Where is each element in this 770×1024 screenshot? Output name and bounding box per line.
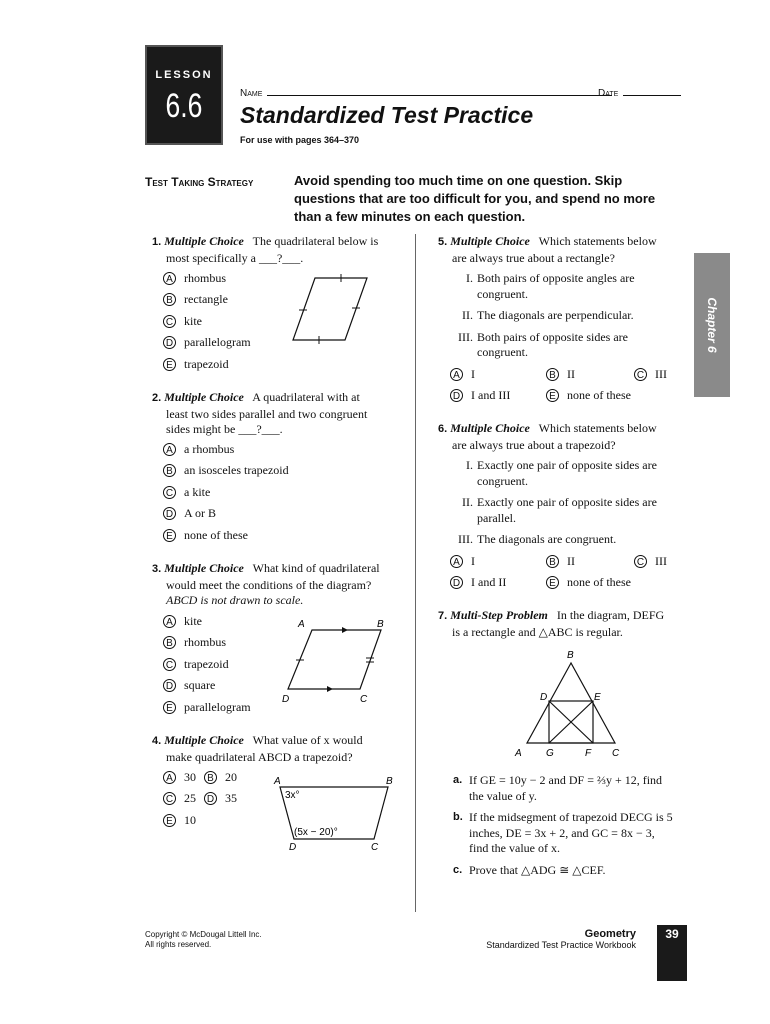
- bubble-c[interactable]: C: [634, 368, 647, 381]
- q2-option-c[interactable]: [163, 484, 289, 500]
- bubble-c[interactable]: C: [163, 658, 176, 671]
- option-text: none of these: [567, 575, 631, 589]
- question-6: [438, 421, 688, 453]
- bubble-b[interactable]: B: [546, 555, 559, 568]
- question-2: [152, 390, 402, 438]
- statement-number: III.: [458, 532, 473, 546]
- bubble-c[interactable]: C: [163, 792, 176, 805]
- bubble-b[interactable]: B: [546, 368, 559, 381]
- q2-option-a[interactable]: [163, 441, 289, 457]
- name-label: Name: [240, 88, 263, 99]
- q5-option-row-2: [450, 388, 667, 404]
- bubble-a[interactable]: A: [163, 615, 176, 628]
- q2-number: 2.: [152, 392, 162, 404]
- bubble-d[interactable]: D: [163, 679, 176, 692]
- question-7: [438, 608, 698, 640]
- question-5: [438, 234, 688, 266]
- q4-option-row-1: [163, 769, 237, 785]
- label-e: E: [594, 692, 601, 703]
- q2-type: Multiple Choice: [164, 390, 244, 404]
- q7-type: Multi-Step Problem: [450, 608, 548, 622]
- statement-number: I.: [466, 458, 473, 472]
- statement-line: The diagonals are congruent.: [477, 532, 617, 546]
- column-divider: [415, 234, 416, 912]
- q3-text-1: What kind of quadrilateral: [252, 561, 380, 575]
- option-text: rhombus: [184, 270, 226, 285]
- part-letter: a.: [453, 774, 463, 786]
- option-text: III: [655, 366, 667, 381]
- bubble-a[interactable]: A: [163, 771, 176, 784]
- q4-number: 4.: [152, 735, 162, 747]
- statement-line: Exactly one pair of opposite sides are: [477, 458, 657, 472]
- q6-text-2: are always true about a trapezoid?: [452, 437, 616, 452]
- option-text: 35: [225, 791, 237, 805]
- bubble-a[interactable]: A: [450, 555, 463, 568]
- bubble-e[interactable]: E: [163, 701, 176, 714]
- q6-type: Multiple Choice: [450, 421, 530, 435]
- option-text: I: [471, 553, 475, 568]
- q2-text-2: least two sides parallel and two congruent: [166, 406, 368, 421]
- q1-options: [163, 270, 251, 372]
- bubble-d[interactable]: D: [204, 792, 217, 805]
- q1-option-a[interactable]: [163, 270, 251, 286]
- q3-option-c[interactable]: [163, 656, 251, 672]
- bubble-b[interactable]: B: [163, 464, 176, 477]
- q7-text-2: is a rectangle and △ABC is regular.: [452, 624, 623, 639]
- label-c: C: [371, 842, 379, 853]
- bubble-c[interactable]: C: [163, 315, 176, 328]
- part-line: If the midsegment of trapezoid DECG is 5: [469, 810, 673, 824]
- option-text: 30: [184, 769, 196, 784]
- label-f: F: [585, 748, 592, 759]
- option-text: a rhombus: [184, 441, 235, 456]
- statement-line: Both pairs of opposite sides are: [477, 329, 628, 344]
- question-4: [152, 733, 402, 765]
- part-line: the value of y.: [469, 788, 537, 803]
- part-letter: c.: [453, 863, 463, 876]
- q1-option-d[interactable]: [163, 335, 251, 351]
- label-c: C: [612, 748, 620, 759]
- copyright: [145, 930, 262, 950]
- part-line: find the value of x.: [469, 841, 560, 855]
- statement: [457, 532, 687, 548]
- q4-option-row-3: [163, 812, 237, 828]
- q4-type: Multiple Choice: [164, 733, 244, 747]
- statement: [457, 308, 677, 324]
- q4-text-1: What value of x would: [252, 733, 363, 747]
- part-line: inches, DE = 3x + 2, and GC = 8x − 3,: [469, 825, 655, 840]
- name-field[interactable]: [240, 88, 612, 99]
- bubble-d[interactable]: D: [163, 336, 176, 349]
- bubble-c[interactable]: C: [634, 555, 647, 568]
- bubble-d[interactable]: D: [450, 576, 463, 589]
- bubble-e[interactable]: E: [546, 576, 559, 589]
- statement-line: congruent.: [477, 286, 528, 301]
- option-text: none of these: [567, 388, 631, 402]
- angle-top-label: 3x°: [285, 790, 300, 801]
- statement-number: III.: [458, 329, 473, 344]
- statement-line: The diagonals are perpendicular.: [477, 308, 634, 322]
- statement-line: Both pairs of opposite angles are: [477, 271, 635, 285]
- q4-option-row-2: [163, 791, 237, 807]
- label-g: G: [546, 748, 554, 759]
- option-text: kite: [184, 613, 202, 628]
- q1-option-e[interactable]: [163, 356, 251, 372]
- angle-bottom-label: (5x − 20)°: [294, 827, 338, 838]
- q4-text-2: make quadrilateral ABCD a trapezoid?: [166, 749, 353, 764]
- q2-option-b[interactable]: [163, 463, 289, 479]
- option-text: 25: [184, 791, 196, 805]
- page-title: Standardized Test Practice: [240, 102, 534, 128]
- bubble-b[interactable]: B: [163, 293, 176, 306]
- q7-parts: [453, 773, 698, 878]
- q3-quadrilateral-diagram: [278, 615, 393, 707]
- q1-number: 1.: [152, 236, 162, 248]
- q5-text-1: Which statements below: [538, 234, 657, 248]
- q6-options: [450, 553, 667, 591]
- page-subtitle: For use with pages 364–370: [240, 135, 360, 145]
- bubble-a[interactable]: A: [450, 368, 463, 381]
- statement: [457, 271, 677, 302]
- part-line: If GE = 10y − 2 and DF = ⅔y + 12, find: [469, 773, 663, 787]
- book-info: [440, 928, 636, 950]
- option-text: II: [567, 553, 575, 568]
- option-text: rectangle: [184, 292, 228, 306]
- q5-number: 5.: [438, 236, 448, 248]
- q6-option-row-1: [450, 553, 667, 569]
- option-text: square: [184, 678, 216, 692]
- bubble-e[interactable]: E: [163, 529, 176, 542]
- q3-options: [163, 613, 251, 715]
- lesson-badge: [145, 45, 223, 145]
- q5-options: [450, 366, 667, 404]
- q5-option-row-1: [450, 366, 667, 382]
- option-text: I: [471, 366, 475, 381]
- q7-part-a: [453, 773, 698, 804]
- q7-text-1: In the diagram, DEFG: [556, 608, 665, 622]
- lesson-word: LESSON: [155, 69, 213, 81]
- option-text: a kite: [184, 484, 211, 499]
- option-text: an isosceles trapezoid: [184, 463, 289, 477]
- q3-number: 3.: [152, 563, 162, 575]
- q7-triangle-rectangle-diagram: [505, 645, 640, 763]
- bubble-b[interactable]: B: [163, 636, 176, 649]
- q3-option-b[interactable]: [163, 635, 251, 651]
- part-letter: b.: [453, 811, 463, 823]
- workbook-title: Standardized Test Practice Workbook: [486, 940, 636, 950]
- q1-option-c[interactable]: [163, 313, 251, 329]
- q4-trapezoid-diagram: [270, 773, 400, 855]
- q1-parallelogram-diagram: [285, 270, 380, 350]
- q3-option-d[interactable]: [163, 678, 251, 694]
- q1-text-2: most specifically a ___?___.: [166, 250, 304, 265]
- question-1: [152, 234, 402, 266]
- q2-option-d[interactable]: [163, 506, 289, 522]
- q7-part-b: [453, 810, 698, 857]
- bubble-e[interactable]: E: [163, 814, 176, 827]
- option-text: 20: [225, 769, 237, 784]
- q1-type: Multiple Choice: [164, 234, 244, 248]
- bubble-d[interactable]: D: [163, 507, 176, 520]
- statement-line: parallel.: [477, 510, 516, 525]
- bubble-e[interactable]: E: [163, 358, 176, 371]
- q2-text-1: A quadrilateral with at: [252, 390, 360, 404]
- strategy-label: Test Taking Strategy: [145, 175, 254, 189]
- date-label: Date: [598, 88, 619, 99]
- q2-options: [163, 441, 289, 543]
- q5-type: Multiple Choice: [450, 234, 530, 248]
- question-3: [152, 561, 402, 609]
- bubble-a[interactable]: A: [163, 272, 176, 285]
- lesson-number: 6.6: [165, 87, 203, 125]
- q3-option-e[interactable]: [163, 699, 251, 715]
- q7-part-c: [453, 863, 698, 879]
- q2-option-e[interactable]: [163, 527, 289, 543]
- bubble-d[interactable]: D: [450, 389, 463, 402]
- option-text: I and III: [471, 388, 511, 402]
- q3-type: Multiple Choice: [164, 561, 244, 575]
- q5-statements: [457, 271, 677, 361]
- q7-number: 7.: [438, 610, 448, 622]
- option-text: trapezoid: [184, 356, 229, 371]
- option-text: trapezoid: [184, 656, 229, 671]
- bubble-b[interactable]: B: [204, 771, 217, 784]
- option-text: I and II: [471, 575, 507, 589]
- statement: [457, 330, 677, 361]
- label-b: B: [386, 776, 393, 787]
- page-number: 39: [657, 925, 687, 981]
- option-text: parallelogram: [184, 699, 251, 714]
- statement-number: I.: [466, 271, 473, 285]
- book-title: Geometry: [584, 928, 636, 940]
- q4-options: [163, 769, 237, 828]
- part-line: Prove that △ADG ≅ △CEF.: [469, 862, 606, 877]
- label-d: D: [282, 694, 290, 705]
- copyright-line-2: All rights reserved.: [145, 940, 212, 949]
- option-text: A or B: [184, 506, 217, 520]
- option-text: parallelogram: [184, 335, 251, 349]
- bubble-a[interactable]: A: [163, 443, 176, 456]
- label-b: B: [567, 650, 574, 661]
- label-d: D: [289, 842, 297, 853]
- q5-text-2: are always true about a rectangle?: [452, 250, 615, 265]
- label-a: A: [515, 748, 522, 759]
- date-field[interactable]: [598, 88, 681, 99]
- statement-number: II.: [462, 495, 473, 509]
- label-c: C: [360, 694, 368, 705]
- chapter-tab: [694, 253, 730, 397]
- label-a: A: [274, 776, 281, 787]
- label-b: B: [377, 619, 384, 630]
- q6-statements: [457, 458, 687, 548]
- chapter-tab-label: Chapter 6: [705, 297, 719, 353]
- copyright-line-1: Copyright © McDougal Littell Inc.: [145, 930, 262, 939]
- statement: [457, 495, 687, 526]
- option-text: kite: [184, 313, 202, 328]
- option-text: 10: [184, 812, 196, 827]
- strategy-text: Avoid spending too much time on one question. Skip questions that are too difficult for you, and spend no more than a few minutes on each question.: [294, 173, 656, 224]
- option-text: II: [567, 366, 575, 381]
- statement: [457, 458, 687, 489]
- statement-line: congruent.: [477, 345, 528, 359]
- label-a: A: [298, 619, 305, 630]
- q1-option-b[interactable]: [163, 292, 251, 308]
- bubble-c[interactable]: C: [163, 486, 176, 499]
- statement-number: II.: [462, 308, 473, 322]
- label-d: D: [540, 692, 548, 703]
- q6-number: 6.: [438, 423, 448, 435]
- q1-text-1: The quadrilateral below is: [252, 234, 379, 248]
- q3-option-a[interactable]: [163, 613, 251, 629]
- option-text: rhombus: [184, 635, 226, 649]
- statement-line: Exactly one pair of opposite sides are: [477, 495, 657, 509]
- q2-text-3: sides might be ___?___.: [166, 422, 283, 436]
- option-text: III: [655, 553, 667, 568]
- bubble-e[interactable]: E: [546, 389, 559, 402]
- option-text: none of these: [184, 527, 248, 542]
- q3-text-2: would meet the conditions of the diagram?: [166, 577, 372, 592]
- statement-line: congruent.: [477, 473, 528, 488]
- q6-option-row-2: [450, 575, 667, 591]
- q6-text-1: Which statements below: [538, 421, 657, 435]
- q3-text-3: ABCD is not drawn to scale.: [166, 593, 304, 607]
